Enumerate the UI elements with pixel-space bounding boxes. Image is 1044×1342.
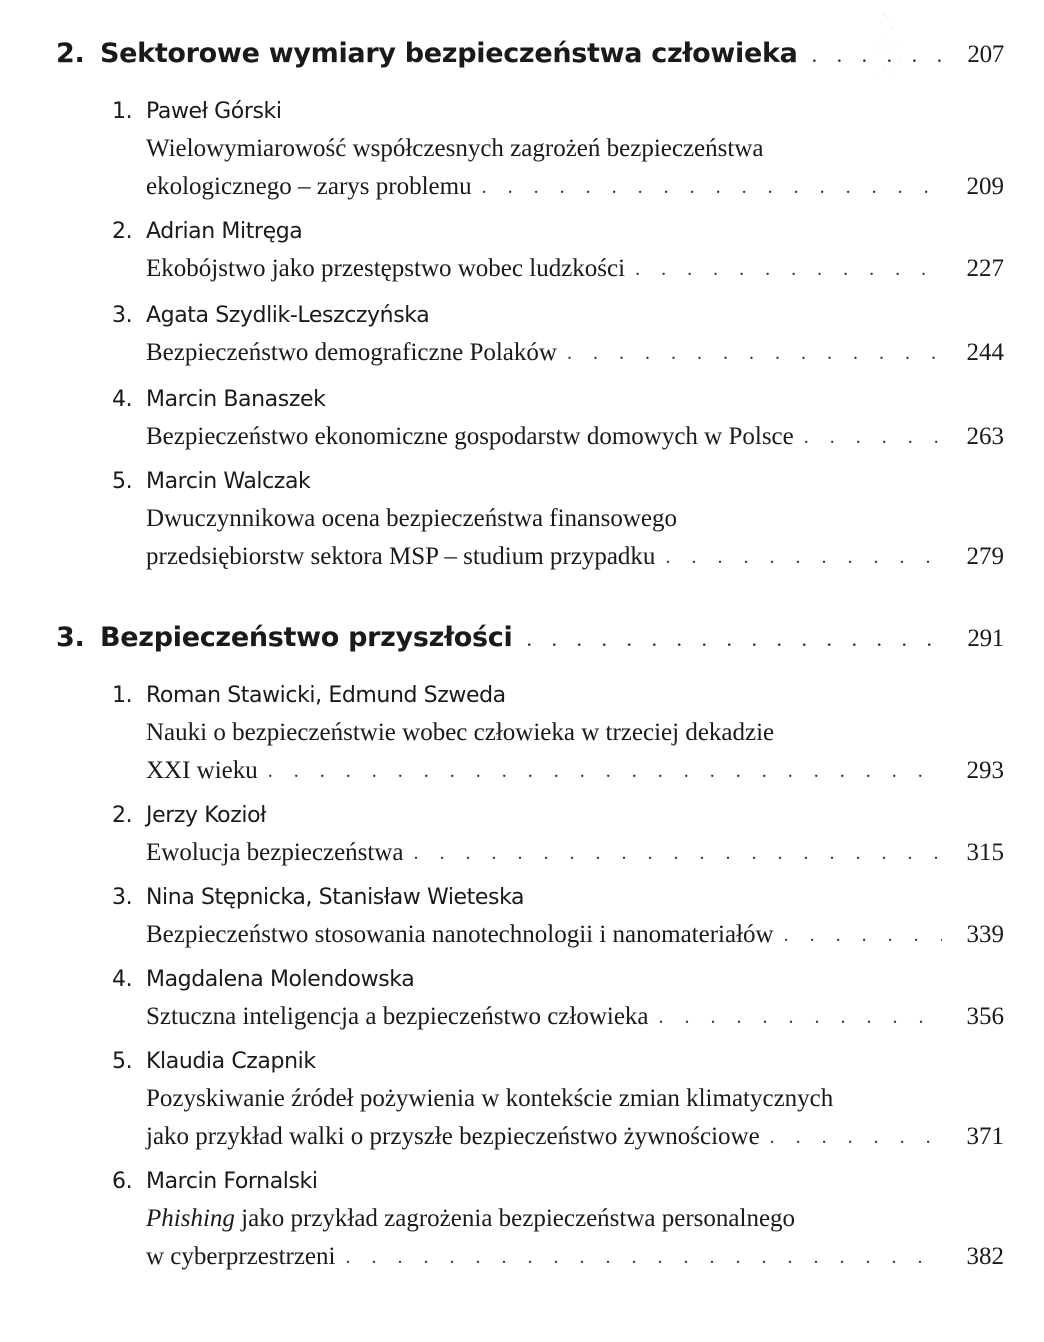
entry-page-number: 339 — [966, 921, 1004, 948]
entry-title-line — [146, 500, 1004, 538]
entry-title-line — [146, 916, 1004, 954]
entry-author-line — [112, 380, 1004, 418]
entry-author: Agata Szydlik-Leszczyńska — [146, 302, 430, 328]
entry-index: 2. — [112, 802, 133, 828]
entry-title: Bezpieczeństwo stosowania nanotechnologii i nanomateriałów — [146, 921, 774, 948]
entry-author-line — [112, 92, 1004, 130]
entry-title: ekologicznego – zarys problemu — [146, 173, 472, 200]
section-heading — [56, 38, 1004, 69]
entry-page-number: 279 — [966, 543, 1004, 570]
toc-entry — [112, 92, 1004, 206]
dot-leader — [784, 924, 942, 947]
entry-title-line — [146, 1118, 1004, 1156]
entry-index: 1. — [112, 682, 133, 708]
entry-author-line — [112, 1042, 1004, 1080]
section-page-number: 207 — [967, 41, 1004, 68]
entry-author: Marcin Fornalski — [146, 1168, 318, 1194]
entry-page-number: 356 — [966, 1003, 1004, 1030]
entry-index: 5. — [112, 468, 133, 494]
entry-author: Magdalena Molendowska — [146, 966, 415, 992]
entry-title: jako przykład walki o przyszłe bezpieczeństwo żywnościowe — [146, 1123, 760, 1150]
dot-leader — [804, 426, 942, 449]
entry-index: 4. — [112, 386, 133, 412]
entry-index: 1. — [112, 98, 133, 124]
dot-leader — [665, 546, 942, 569]
entry-title-line — [146, 834, 1004, 872]
toc-entry — [112, 878, 1004, 954]
entry-title-line — [146, 250, 1004, 288]
entry-page-number: 244 — [966, 339, 1004, 366]
entry-author: Jerzy Kozioł — [146, 802, 266, 828]
entry-page-number: 209 — [966, 173, 1004, 200]
entry-author: Roman Stawicki, Edmund Szweda — [146, 682, 506, 708]
entry-title — [146, 1205, 795, 1233]
entry-index: 3. — [112, 884, 133, 910]
entry-title-line — [146, 130, 1004, 168]
entry-author: Nina Stępnicka, Stanisław Wieteska — [146, 884, 525, 910]
entry-title-line — [146, 1080, 1004, 1118]
entry-page-number: 315 — [966, 839, 1004, 866]
entry-title: Ewolucja bezpieczeństwa — [146, 839, 404, 866]
entry-author: Klaudia Czapnik — [146, 1048, 316, 1074]
dot-leader — [635, 258, 942, 281]
entry-title: Pozyskiwanie źródeł pożywienia w kontekście zmian klimatycznych — [146, 1085, 834, 1112]
section-title: Sektorowe wymiary bezpieczeństwa człowieka — [100, 38, 798, 69]
entry-title-line — [146, 334, 1004, 372]
toc-entry — [112, 676, 1004, 790]
entry-title: Wielowymiarowość współczesnych zagrożeń bezpieczeństwa — [146, 135, 764, 162]
entry-title-line — [146, 538, 1004, 576]
entry-title-line — [146, 418, 1004, 456]
entry-title-rest: jako przykład zagrożenia bezpieczeństwa personalnego — [234, 1205, 796, 1232]
entry-author-line — [112, 1162, 1004, 1200]
entry-page-number: 382 — [966, 1243, 1004, 1270]
dot-leader — [268, 760, 942, 783]
entry-index: 4. — [112, 966, 133, 992]
entry-index: 3. — [112, 302, 133, 328]
entry-title-line — [146, 998, 1004, 1036]
toc-entry — [112, 960, 1004, 1036]
entry-title-italic: Phishing — [146, 1205, 235, 1232]
entry-index: 6. — [112, 1168, 133, 1194]
dot-leader — [414, 842, 942, 865]
entry-author-line — [112, 878, 1004, 916]
dot-leader — [770, 1126, 942, 1149]
toc-entry — [112, 1162, 1004, 1276]
entry-author-line — [112, 796, 1004, 834]
entry-title: przedsiębiorstw sektora MSP – studium przypadku — [146, 543, 656, 570]
entry-author-line — [112, 676, 1004, 714]
toc-entry — [112, 380, 1004, 456]
entry-page-number: 371 — [966, 1123, 1004, 1150]
entry-title-line — [146, 1238, 1004, 1276]
entry-title-line — [146, 168, 1004, 206]
entry-author: Marcin Banaszek — [146, 386, 326, 412]
entry-author-line — [112, 296, 1004, 334]
entry-title: Ekobójstwo jako przestępstwo wobec ludzkości — [146, 255, 626, 282]
entry-index: 5. — [112, 1048, 133, 1074]
entry-page-number: 293 — [966, 757, 1004, 784]
section-page-number: 291 — [967, 625, 1004, 652]
toc-entry — [112, 212, 1004, 288]
dot-leader — [567, 342, 942, 365]
entry-title: Sztuczna inteligencja a bezpieczeństwo człowieka — [146, 1003, 649, 1030]
section-title: Bezpieczeństwo przyszłości — [100, 622, 513, 653]
entry-title-line — [146, 714, 1004, 752]
entry-title-line — [146, 1200, 1004, 1238]
dot-leader — [526, 626, 942, 652]
entry-title-line — [146, 752, 1004, 790]
entry-title: XXI wieku — [146, 757, 258, 784]
entry-author-line — [112, 212, 1004, 250]
toc-entry — [112, 796, 1004, 872]
entry-author: Marcin Walczak — [146, 468, 311, 494]
dot-leader — [659, 1006, 942, 1029]
section-number: 3. — [56, 622, 85, 653]
dot-leader — [482, 176, 942, 199]
toc-entry — [112, 1042, 1004, 1156]
section-heading — [56, 622, 1004, 653]
section-number: 2. — [56, 38, 85, 69]
entry-author-line — [112, 462, 1004, 500]
entry-title: Bezpieczeństwo ekonomiczne gospodarstw domowych w Polsce — [146, 423, 794, 450]
entry-title: Dwuczynnikowa ocena bezpieczeństwa finansowego — [146, 505, 678, 532]
scan-speckle — [874, 8, 910, 88]
entry-index: 2. — [112, 218, 133, 244]
dot-leader — [345, 1246, 942, 1269]
entry-author: Paweł Górski — [146, 98, 282, 124]
entry-title: Bezpieczeństwo demograficzne Polaków — [146, 339, 557, 366]
entry-author-line — [112, 960, 1004, 998]
entry-title: w cyberprzestrzeni — [146, 1243, 336, 1270]
entry-page-number: 263 — [966, 423, 1004, 450]
entry-page-number: 227 — [966, 255, 1004, 282]
toc-entry — [112, 462, 1004, 576]
entry-author: Adrian Mitręga — [146, 218, 303, 244]
toc-entry — [112, 296, 1004, 372]
entry-title: Nauki o bezpieczeństwie wobec człowieka w trzeciej dekadzie — [146, 719, 775, 746]
